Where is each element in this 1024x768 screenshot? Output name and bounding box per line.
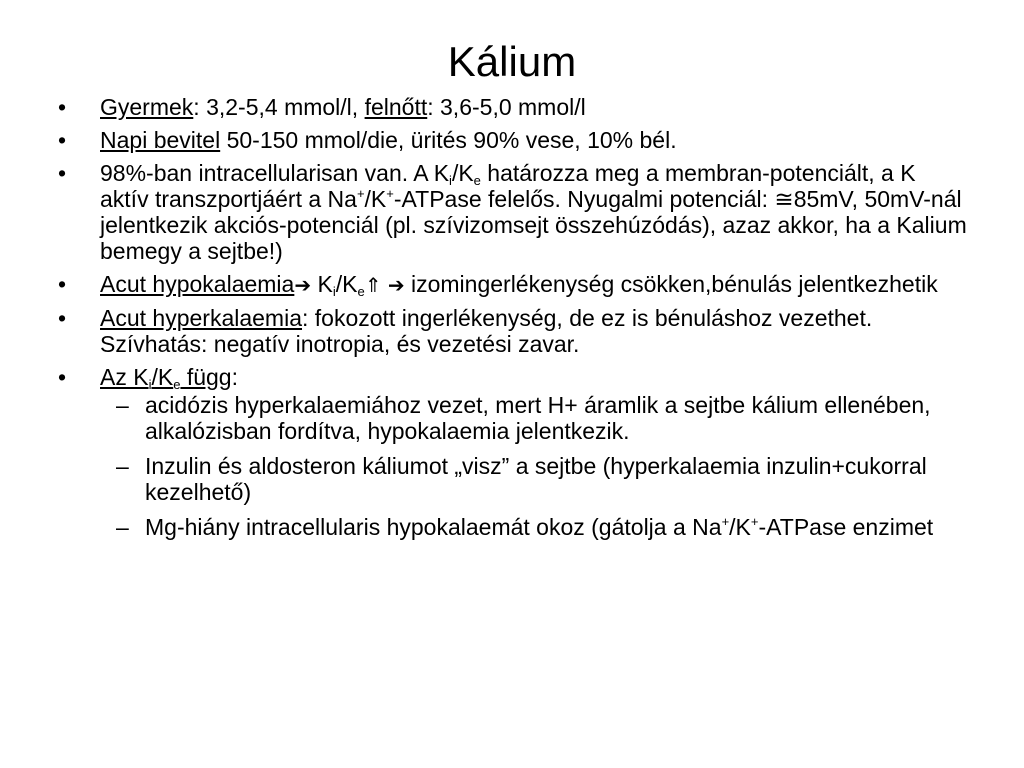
text-fugg: függ — [180, 364, 232, 390]
term-acut-hypokalaemia: Acut hypokalaemia — [100, 271, 295, 297]
text-mg-1: Mg-hiány intracellularis hypokalaemát okoz (gátolja a Na — [145, 514, 722, 540]
text-daily-intake: 50-150 mmol/die, ürités 90% vese, 10% bél. — [220, 127, 677, 153]
double-arrow-up-icon: ⇑ — [364, 273, 382, 297]
text-acidosis: acidózis hyperkalaemiához vezet, mert H+ áramlik a sejtbe kálium ellenében, alkalózisban fordítva, hypokalaemia jelentkezik. — [145, 392, 931, 444]
sub-item-mg-deficiency — [100, 514, 968, 540]
bullet-icon: • — [58, 271, 67, 297]
text-k: K — [311, 271, 333, 297]
superscript-plus: + — [750, 514, 759, 529]
sub-list — [100, 392, 968, 540]
superscript-plus: + — [386, 186, 394, 201]
term-napi-bevitel: Napi bevitel — [100, 127, 221, 153]
text-intracellular-4: -ATPase felelős. Nyugalmi potenciál: — [393, 186, 775, 212]
sub-item-insulin — [100, 453, 968, 505]
arrow-right-icon: ➔ — [381, 273, 405, 297]
text-intracellular-1: 98%-ban intracellularisan van. A K — [100, 160, 450, 186]
subscript-e: e — [473, 173, 481, 188]
bullet-icon: • — [58, 127, 67, 153]
text-hypokalaemia: izomingerlékenység csökken,bénulás jelentkezhetik — [404, 271, 938, 297]
bullet-icon: • — [58, 305, 67, 331]
text-mg-2: /K — [729, 514, 751, 540]
bullet-icon: • — [58, 160, 67, 186]
text-intracellular-3: /K — [364, 186, 387, 212]
superscript-plus: + — [356, 186, 365, 201]
text-insulin: Inzulin és aldosteron káliumot „visz” a sejtbe (hyperkalaemia inzulin+cukorral kezelhető) — [145, 453, 927, 505]
arrow-right-icon: ➔ — [294, 273, 312, 297]
term-felnott: felnőtt — [364, 94, 428, 120]
slide-title: Kálium — [447, 38, 577, 85]
text-child-range: : 3,2-5,4 mmol/l, — [193, 94, 365, 120]
text-colon: : — [231, 364, 238, 390]
subscript-i: i — [332, 284, 336, 299]
text-intracellular-2: határozza meg a membran-potenciált, a K aktív transzportjáért a Na — [100, 160, 916, 212]
sub-item-acidosis — [100, 392, 968, 444]
dash-icon: – — [116, 392, 129, 418]
approx-equal-icon: ≅ — [774, 186, 794, 212]
text-intracellular-5: 85mV, 50mV-nál jelentkezik akciós-potenciál (pl. szívizomsejt összehúzódás), azaz akkor, ha a Kalium bemegy a sejtbe!) — [100, 186, 967, 264]
dash-icon: – — [116, 453, 129, 479]
superscript-plus: + — [721, 514, 730, 529]
bullet-list — [58, 94, 968, 549]
subscript-e: e — [173, 377, 181, 392]
subscript-i: i — [148, 377, 152, 392]
bullet-item-reference-range — [58, 94, 968, 120]
text-mg-3: -ATPase enzimet — [758, 514, 934, 540]
term-acut-hyperkalaemia: Acut hyperkalaemia — [100, 305, 302, 331]
bullet-icon: • — [58, 94, 67, 120]
bullet-item-intracellular — [58, 160, 968, 264]
term-gyermek: Gyermek — [100, 94, 194, 120]
dash-icon: – — [116, 514, 129, 540]
text-slash-k: /K — [451, 160, 474, 186]
text-slash-k: /K — [151, 364, 174, 390]
bullet-item-daily-intake — [58, 127, 968, 153]
subscript-e: e — [357, 284, 365, 299]
subscript-i: i — [449, 173, 452, 188]
bullet-item-hyperkalaemia — [58, 305, 968, 357]
bullet-item-ratio-dependency — [58, 364, 968, 540]
text-slash-k: /K — [335, 271, 358, 297]
text-adult-range: : 3,6-5,0 mmol/l — [427, 94, 586, 120]
text-az-k: Az K — [100, 364, 149, 390]
text-hyperkalaemia: : fokozott ingerlékenység, de ez is bénuláshoz vezethet. Szívhatás: negatív inotropia, és vezetési zavar. — [100, 305, 873, 357]
bullet-item-hypokalaemia — [58, 271, 968, 298]
term-ratio — [100, 364, 232, 390]
bullet-icon: • — [58, 364, 67, 390]
